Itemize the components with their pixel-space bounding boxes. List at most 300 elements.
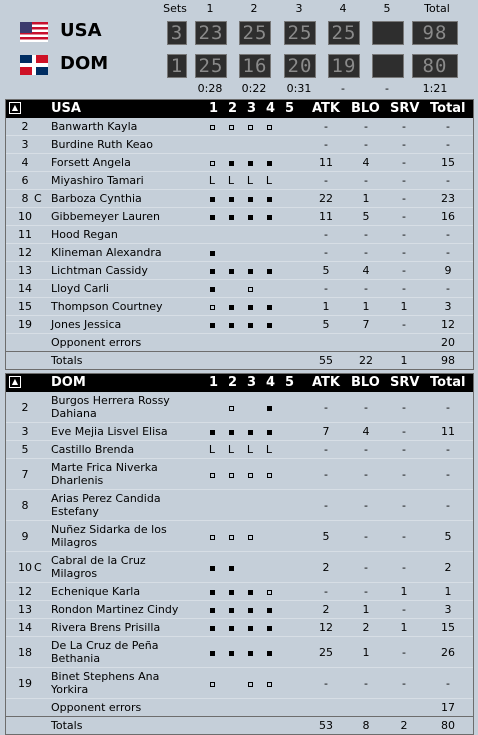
total-header: Total [424, 2, 450, 15]
player-row [6, 262, 473, 280]
player-name: Opponent errors [51, 336, 142, 349]
captain-marker: C [34, 192, 42, 205]
stat-tot: - [446, 138, 450, 151]
stat-blo: - [364, 138, 368, 151]
stat-atk: - [324, 585, 328, 598]
stat-tot: - [446, 677, 450, 690]
set1-participation [206, 120, 218, 133]
stat-srv: - [402, 530, 406, 543]
set3-participation [244, 585, 256, 598]
starter-marker-icon [210, 430, 215, 435]
starter-marker-icon [248, 608, 253, 613]
stat-blo: 1 [362, 646, 370, 659]
stat-tot: - [446, 246, 450, 259]
set5-header: 5 [383, 2, 391, 15]
substitute-marker-icon [210, 305, 215, 310]
substitute-marker-icon [229, 473, 234, 478]
col-set1: 1 [209, 375, 219, 390]
substitute-marker-icon [210, 535, 215, 540]
stat-tot: - [446, 120, 450, 133]
stat-blo: - [364, 499, 368, 512]
player-row [6, 619, 473, 637]
player-number: 4 [21, 156, 29, 169]
player-name: Lloyd Carli [51, 282, 109, 295]
set4-participation [263, 646, 275, 659]
starter-marker-icon [210, 287, 215, 292]
stat-blo: - [364, 228, 368, 241]
substitute-marker-icon [248, 125, 253, 130]
sets-won-dom: 1 [167, 54, 187, 78]
set3-participation [244, 300, 256, 313]
set3-participation [244, 468, 256, 481]
stat-atk: - [324, 499, 328, 512]
stat-tot: - [446, 228, 450, 241]
set4-participation [263, 621, 275, 634]
set2-participation [225, 300, 237, 313]
set1-participation [206, 264, 218, 277]
stat-srv: - [402, 468, 406, 481]
player-name: Klineman Alexandra [51, 246, 162, 259]
stat-tot: 9 [444, 264, 452, 277]
set4-header: 4 [339, 2, 347, 15]
starter-marker-icon [229, 430, 234, 435]
set2-participation [225, 621, 237, 634]
stat-atk: 22 [319, 192, 333, 205]
set4-participation [263, 318, 275, 331]
set4-duration: - [341, 82, 345, 95]
substitute-marker-icon [210, 125, 215, 130]
player-row [6, 172, 473, 190]
player-number: 3 [21, 425, 29, 438]
player-row [6, 423, 473, 441]
starter-marker-icon [210, 566, 215, 571]
substitute-marker-icon [248, 287, 253, 292]
stat-blo: 4 [362, 156, 370, 169]
player-row [6, 190, 473, 208]
player-row [6, 334, 473, 351]
player-row [6, 441, 473, 459]
set4-participation [263, 210, 275, 223]
stat-blo: 4 [362, 264, 370, 277]
player-name: Castillo Brenda [51, 443, 135, 456]
team-code-usa: USA [60, 20, 102, 41]
stat-srv: - [402, 210, 406, 223]
starter-marker-icon [248, 323, 253, 328]
stat-srv: - [402, 646, 406, 659]
set4-participation [263, 468, 275, 481]
stat-blo: 1 [362, 300, 370, 313]
set1-header: 1 [206, 2, 214, 15]
player-name: Cabral de la Cruz Milagros [51, 554, 146, 580]
player-number: 13 [18, 264, 32, 277]
stat-tot: 1 [444, 585, 452, 598]
stat-srv: - [402, 499, 406, 512]
player-row [6, 392, 473, 423]
starter-marker-icon [229, 215, 234, 220]
set1-participation: L [208, 174, 216, 187]
totals-atk: 53 [319, 719, 333, 732]
player-number: 14 [18, 621, 32, 634]
col-set3: 3 [247, 375, 257, 390]
set2-participation [225, 192, 237, 205]
set1-participation [206, 530, 218, 543]
starter-marker-icon [267, 608, 272, 613]
totals-total: 98 [441, 354, 455, 367]
stat-srv: - [402, 443, 406, 456]
col-total: Total [430, 101, 466, 116]
set2-participation [225, 425, 237, 438]
player-number: 13 [18, 603, 32, 616]
player-name: De La Cruz de Peña Bethania [51, 639, 159, 665]
substitute-marker-icon [248, 682, 253, 687]
set1-participation [206, 621, 218, 634]
usa-set1-score: 23 [195, 21, 227, 45]
set1-participation [206, 585, 218, 598]
set1-participation [206, 246, 218, 259]
set3-header: 3 [295, 2, 303, 15]
set4-participation [263, 192, 275, 205]
stat-blo: - [364, 120, 368, 133]
stat-srv: - [402, 246, 406, 259]
set1-participation [206, 646, 218, 659]
col-blo: BLO [351, 101, 380, 116]
stat-tot: 16 [441, 210, 455, 223]
usa-stats-panel [5, 99, 474, 370]
starter-marker-icon [267, 215, 272, 220]
stat-srv: - [402, 401, 406, 414]
col-set5: 5 [285, 101, 295, 116]
stat-srv: - [402, 192, 406, 205]
dom-panel-header [6, 374, 473, 392]
dom-set2-score: 16 [239, 54, 271, 78]
player-row [6, 136, 473, 154]
player-number: 2 [21, 120, 29, 133]
stat-srv: - [402, 425, 406, 438]
stat-srv: - [402, 603, 406, 616]
player-name: Echenique Karla [51, 585, 141, 598]
usa-set2-score: 25 [239, 21, 271, 45]
stat-blo: - [364, 174, 368, 187]
usa-panel-header [6, 100, 473, 118]
set1-duration: 0:28 [197, 82, 223, 95]
stat-tot: 5 [444, 530, 452, 543]
set2-participation [225, 120, 237, 133]
player-name: Burgos Herrera Rossy Dahiana [51, 394, 170, 420]
player-name: Miyashiro Tamari [51, 174, 144, 187]
substitute-marker-icon [229, 125, 234, 130]
col-set4: 4 [266, 101, 276, 116]
set1-participation [206, 561, 218, 574]
stat-atk: - [324, 282, 328, 295]
starter-marker-icon [229, 197, 234, 202]
usa-total-score: 98 [412, 21, 458, 45]
set4-participation [263, 264, 275, 277]
set2-duration: 0:22 [241, 82, 267, 95]
substitute-marker-icon [210, 161, 215, 166]
panel-team-name: USA [51, 101, 81, 116]
stat-atk: - [324, 138, 328, 151]
stat-atk: 5 [322, 264, 330, 277]
team-code-dom: DOM [60, 53, 109, 74]
set1-participation: L [208, 443, 216, 456]
player-name: Arias Perez Candida Estefany [51, 492, 161, 518]
usa-totals-row [6, 351, 473, 369]
stat-srv: - [402, 264, 406, 277]
player-row [6, 490, 473, 521]
player-row [6, 154, 473, 172]
starter-marker-icon [248, 269, 253, 274]
starter-marker-icon [210, 608, 215, 613]
starter-marker-icon [267, 197, 272, 202]
stat-tot: 11 [441, 425, 455, 438]
player-row [6, 601, 473, 619]
player-number: 2 [21, 401, 29, 414]
set4-participation [263, 401, 275, 414]
starter-marker-icon [248, 430, 253, 435]
set3-participation [244, 318, 256, 331]
stat-srv: - [402, 677, 406, 690]
stat-atk: 2 [322, 603, 330, 616]
col-total: Total [430, 375, 466, 390]
col-set1: 1 [209, 101, 219, 116]
totals-total: 80 [441, 719, 455, 732]
col-set5: 5 [285, 375, 295, 390]
set3-duration: 0:31 [286, 82, 312, 95]
dom-total-score: 80 [412, 54, 458, 78]
stat-atk: - [324, 246, 328, 259]
player-number: 14 [18, 282, 32, 295]
stat-atk: - [324, 468, 328, 481]
player-number: 19 [18, 318, 32, 331]
stat-blo: - [364, 585, 368, 598]
stat-blo: - [364, 530, 368, 543]
set1-participation [206, 603, 218, 616]
totals-blo: 8 [362, 719, 370, 732]
set2-participation: L [227, 443, 235, 456]
stat-tot: 12 [441, 318, 455, 331]
player-name: Binet Stephens Ana Yorkira [51, 670, 160, 696]
player-number: 8 [21, 192, 29, 205]
starter-marker-icon [229, 608, 234, 613]
set2-participation [225, 264, 237, 277]
usa-player-rows [6, 118, 473, 351]
player-number: 5 [21, 443, 29, 456]
set3-participation [244, 192, 256, 205]
set3-participation [244, 264, 256, 277]
stat-srv: - [402, 138, 406, 151]
stat-tot: - [446, 499, 450, 512]
player-name: Thompson Courtney [51, 300, 163, 313]
set3-participation [244, 282, 256, 295]
player-row [6, 552, 473, 583]
stat-tot: - [446, 443, 450, 456]
usa-set3-score: 25 [284, 21, 316, 45]
totals-label: Totals [51, 719, 83, 732]
player-row [6, 459, 473, 490]
set4-participation: L [265, 174, 273, 187]
col-set2: 2 [228, 375, 238, 390]
stat-tot: - [446, 468, 450, 481]
dom-stats-panel [5, 373, 474, 735]
set4-participation [263, 120, 275, 133]
dom-set4-score: 19 [328, 54, 360, 78]
stat-srv: - [402, 282, 406, 295]
stat-atk: 25 [319, 646, 333, 659]
set1-participation [206, 318, 218, 331]
stat-tot: 26 [441, 646, 455, 659]
player-number: 15 [18, 300, 32, 313]
starter-marker-icon [267, 161, 272, 166]
starter-marker-icon [229, 566, 234, 571]
collapse-icon[interactable]: ▲ [9, 376, 21, 388]
stat-atk: 5 [322, 530, 330, 543]
col-set3: 3 [247, 101, 257, 116]
player-number: 7 [21, 468, 29, 481]
set4-participation [263, 425, 275, 438]
player-number: 9 [21, 530, 29, 543]
player-name: Forsett Angela [51, 156, 131, 169]
stat-blo: 1 [362, 192, 370, 205]
stat-atk: - [324, 401, 328, 414]
starter-marker-icon [267, 626, 272, 631]
player-number: 19 [18, 677, 32, 690]
starter-marker-icon [267, 305, 272, 310]
player-name: Hood Regan [51, 228, 118, 241]
panel-team-name: DOM [51, 375, 86, 390]
player-row [6, 583, 473, 601]
player-number: 11 [18, 228, 32, 241]
player-row [6, 668, 473, 699]
starter-marker-icon [210, 251, 215, 256]
stat-tot: 2 [444, 561, 452, 574]
set1-participation [206, 210, 218, 223]
player-name: Barboza Cynthia [51, 192, 142, 205]
stat-tot: - [446, 282, 450, 295]
starter-marker-icon [229, 305, 234, 310]
set1-participation [206, 192, 218, 205]
player-number: 6 [21, 174, 29, 187]
player-number: 18 [18, 646, 32, 659]
starter-marker-icon [267, 430, 272, 435]
stat-tot: 3 [444, 300, 452, 313]
player-name: Rondon Martinez Cindy [51, 603, 179, 616]
team-row-dom [0, 52, 478, 80]
stat-tot: 3 [444, 603, 452, 616]
col-atk: ATK [312, 375, 340, 390]
starter-marker-icon [248, 651, 253, 656]
starter-marker-icon [267, 269, 272, 274]
set2-header: 2 [250, 2, 258, 15]
starter-marker-icon [229, 323, 234, 328]
substitute-marker-icon [267, 682, 272, 687]
player-name: Opponent errors [51, 701, 142, 714]
scoreboard [0, 0, 478, 96]
stat-atk: 11 [319, 156, 333, 169]
player-row [6, 521, 473, 552]
stat-atk: - [324, 120, 328, 133]
starter-marker-icon [210, 323, 215, 328]
starter-marker-icon [210, 269, 215, 274]
usa-set4-score: 25 [328, 21, 360, 45]
set3-participation [244, 603, 256, 616]
stat-atk: 12 [319, 621, 333, 634]
stat-blo: - [364, 443, 368, 456]
player-number: 10 [18, 210, 32, 223]
player-name: Eve Mejia Lisvel Elisa [51, 425, 168, 438]
collapse-icon[interactable]: ▲ [9, 102, 21, 114]
set4-participation [263, 585, 275, 598]
col-set2: 2 [228, 101, 238, 116]
stat-srv: - [402, 156, 406, 169]
set1-participation [206, 425, 218, 438]
starter-marker-icon [210, 197, 215, 202]
player-row [6, 118, 473, 136]
stat-atk: - [324, 228, 328, 241]
usa-flag-icon [20, 22, 48, 42]
set3-participation [244, 425, 256, 438]
stat-srv: - [402, 318, 406, 331]
set4-participation [263, 300, 275, 313]
col-set4: 4 [266, 375, 276, 390]
set2-participation [225, 530, 237, 543]
set2-participation [225, 210, 237, 223]
totals-srv: 1 [400, 354, 408, 367]
set2-participation [225, 561, 237, 574]
usa-set5-score [372, 21, 404, 45]
dom-set3-score: 20 [284, 54, 316, 78]
stat-blo: 4 [362, 425, 370, 438]
player-row [6, 280, 473, 298]
sets-won-usa: 3 [167, 21, 187, 45]
starter-marker-icon [248, 626, 253, 631]
stat-tot: 17 [441, 701, 455, 714]
totals-label: Totals [51, 354, 83, 367]
col-atk: ATK [312, 101, 340, 116]
stat-blo: - [364, 282, 368, 295]
set4-participation [263, 603, 275, 616]
set4-participation [263, 677, 275, 690]
stat-blo: - [364, 246, 368, 259]
set3-participation [244, 120, 256, 133]
set3-participation: L [246, 174, 254, 187]
starter-marker-icon [267, 323, 272, 328]
player-number: 8 [21, 499, 29, 512]
player-name: Marte Frica Niverka Dharlenis [51, 461, 158, 487]
stat-blo: - [364, 468, 368, 481]
dom-set1-score: 25 [195, 54, 227, 78]
stat-tot: 15 [441, 156, 455, 169]
stat-srv: - [402, 174, 406, 187]
player-name: Gibbemeyer Lauren [51, 210, 160, 223]
stat-tot: - [446, 401, 450, 414]
stat-srv: - [402, 120, 406, 133]
stat-tot: 23 [441, 192, 455, 205]
player-name: Burdine Ruth Keao [51, 138, 153, 151]
player-row [6, 244, 473, 262]
starter-marker-icon [210, 651, 215, 656]
stat-blo: 2 [362, 621, 370, 634]
stat-atk: - [324, 677, 328, 690]
player-row [6, 316, 473, 334]
col-srv: SRV [390, 101, 420, 116]
set1-participation [206, 300, 218, 313]
stat-atk: 11 [319, 210, 333, 223]
starter-marker-icon [229, 651, 234, 656]
set2-participation [225, 646, 237, 659]
stat-blo: 1 [362, 603, 370, 616]
substitute-marker-icon [229, 535, 234, 540]
starter-marker-icon [248, 590, 253, 595]
